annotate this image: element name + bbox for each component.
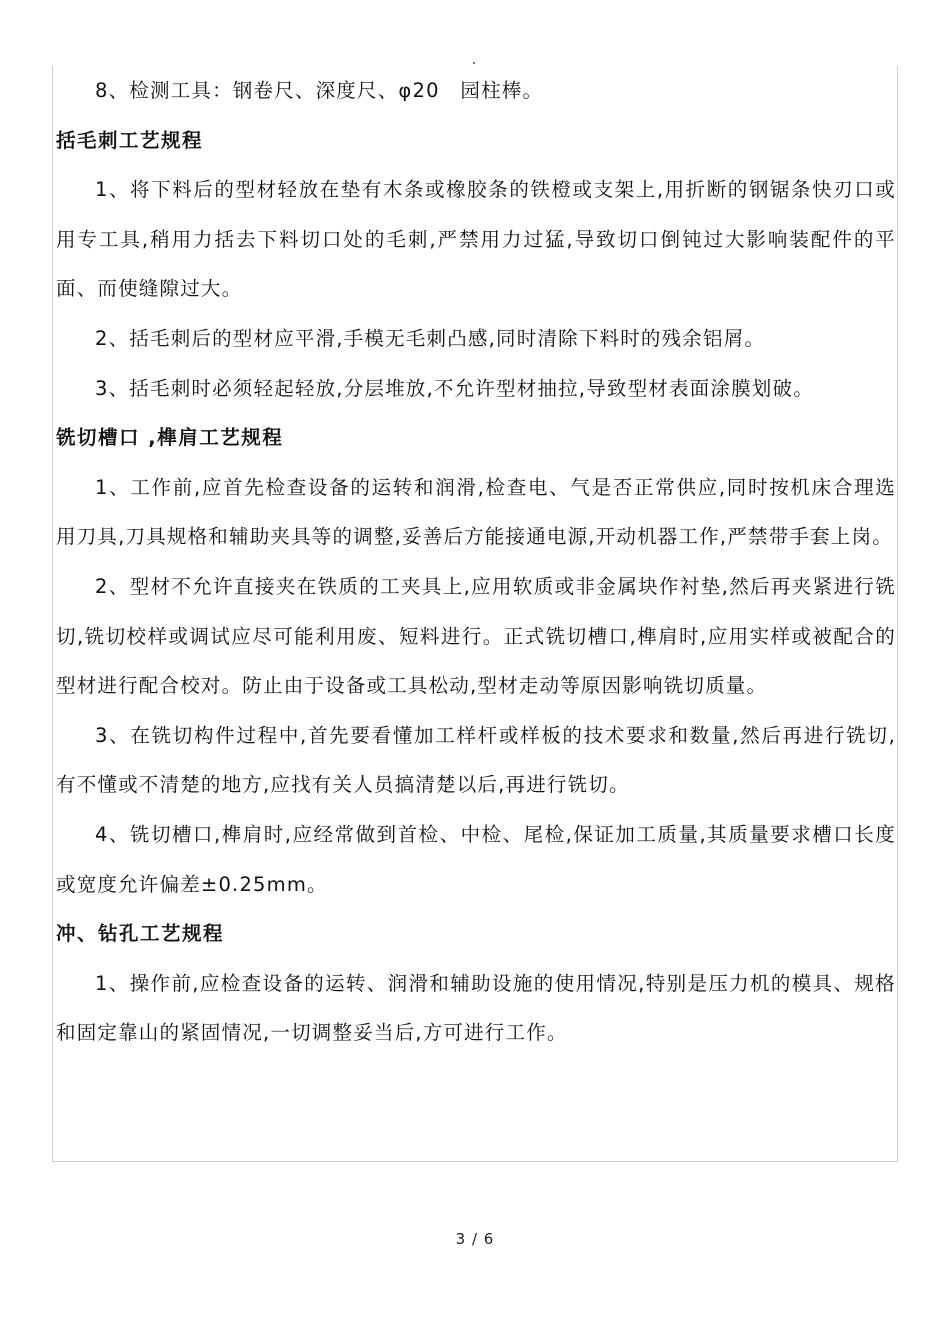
document-body — [56, 66, 896, 1058]
paragraph-punching-1: 1、操作前,应检查设备的运转、润滑和辅助设施的使用情况,特别是压力机的模具、规格和固定靠山的紧固情况,一切调整妥当后,方可进行工作。 — [56, 971, 896, 1045]
paragraph-milling-3: 3、在铣切构件过程中,首先要看懂加工样杆或样板的技术要求和数量,然后再进行铣切,有不懂或不清楚的地方,应找有关人员搞清楚以后,再进行铣切。 — [56, 723, 896, 797]
paragraph-milling-1: 1、工作前,应首先检查设备的运转和润滑,检查电、气是否正常供应,同时按机床合理选用刀具,刀具规格和辅助夹具等的调整,妥善后方能接通电源,开动机器工作,严禁带手套上岗。 — [56, 475, 896, 549]
top-dot-mark — [473, 62, 475, 64]
paragraph-deburring-1: 1、将下料后的型材轻放在垫有木条或橡胶条的铁橙或支架上,用折断的钢锯条快刃口或用专工具,稍用力括去下料切口处的毛刺,严禁用力过猛,导致切口倒钝过大影响装配件的平面、而使缝隙过大。 — [56, 178, 896, 301]
heading-milling-procedure: 铣切槽口 ,榫肩工艺规程 — [56, 426, 284, 450]
paragraph-milling-2: 2、型材不允许直接夹在铁质的工夹具上,应用软质或非金属块作衬垫,然后再夹紧进行铣切,铣切校样或调试应尽可能利用废、短料进行。正式铣切槽口,榫肩时,应用实样或被配合的型材进行配合校对。防止由于设备或工具松动,型材走动等原因影响铣切质量。 — [56, 574, 896, 698]
heading-punching-drilling-procedure: 冲、钻孔工艺规程 — [56, 922, 225, 946]
heading-deburring-procedure: 括毛刺工艺规程 — [56, 128, 204, 152]
paragraph-inspection-tools: 8、检测工具：钢卷尺、深度尺、φ20 园柱棒。 — [95, 79, 544, 102]
paragraph-milling-4: 4、铣切槽口,榫肩时,应经常做到首检、中检、尾检,保证加工质量,其质量要求槽口长度或宽度允许偏差±0.25mm。 — [56, 822, 896, 896]
page-number: 3 / 6 — [455, 1230, 495, 1248]
paragraph-deburring-3: 3、括毛刺时必须轻起轻放,分层堆放,不允许型材抽拉,导致型材表面涂膜划破。 — [95, 376, 814, 400]
paragraph-deburring-2: 2、括毛刺后的型材应平滑,手模无毛刺凸感,同时清除下料时的残余铝屑。 — [95, 326, 766, 350]
